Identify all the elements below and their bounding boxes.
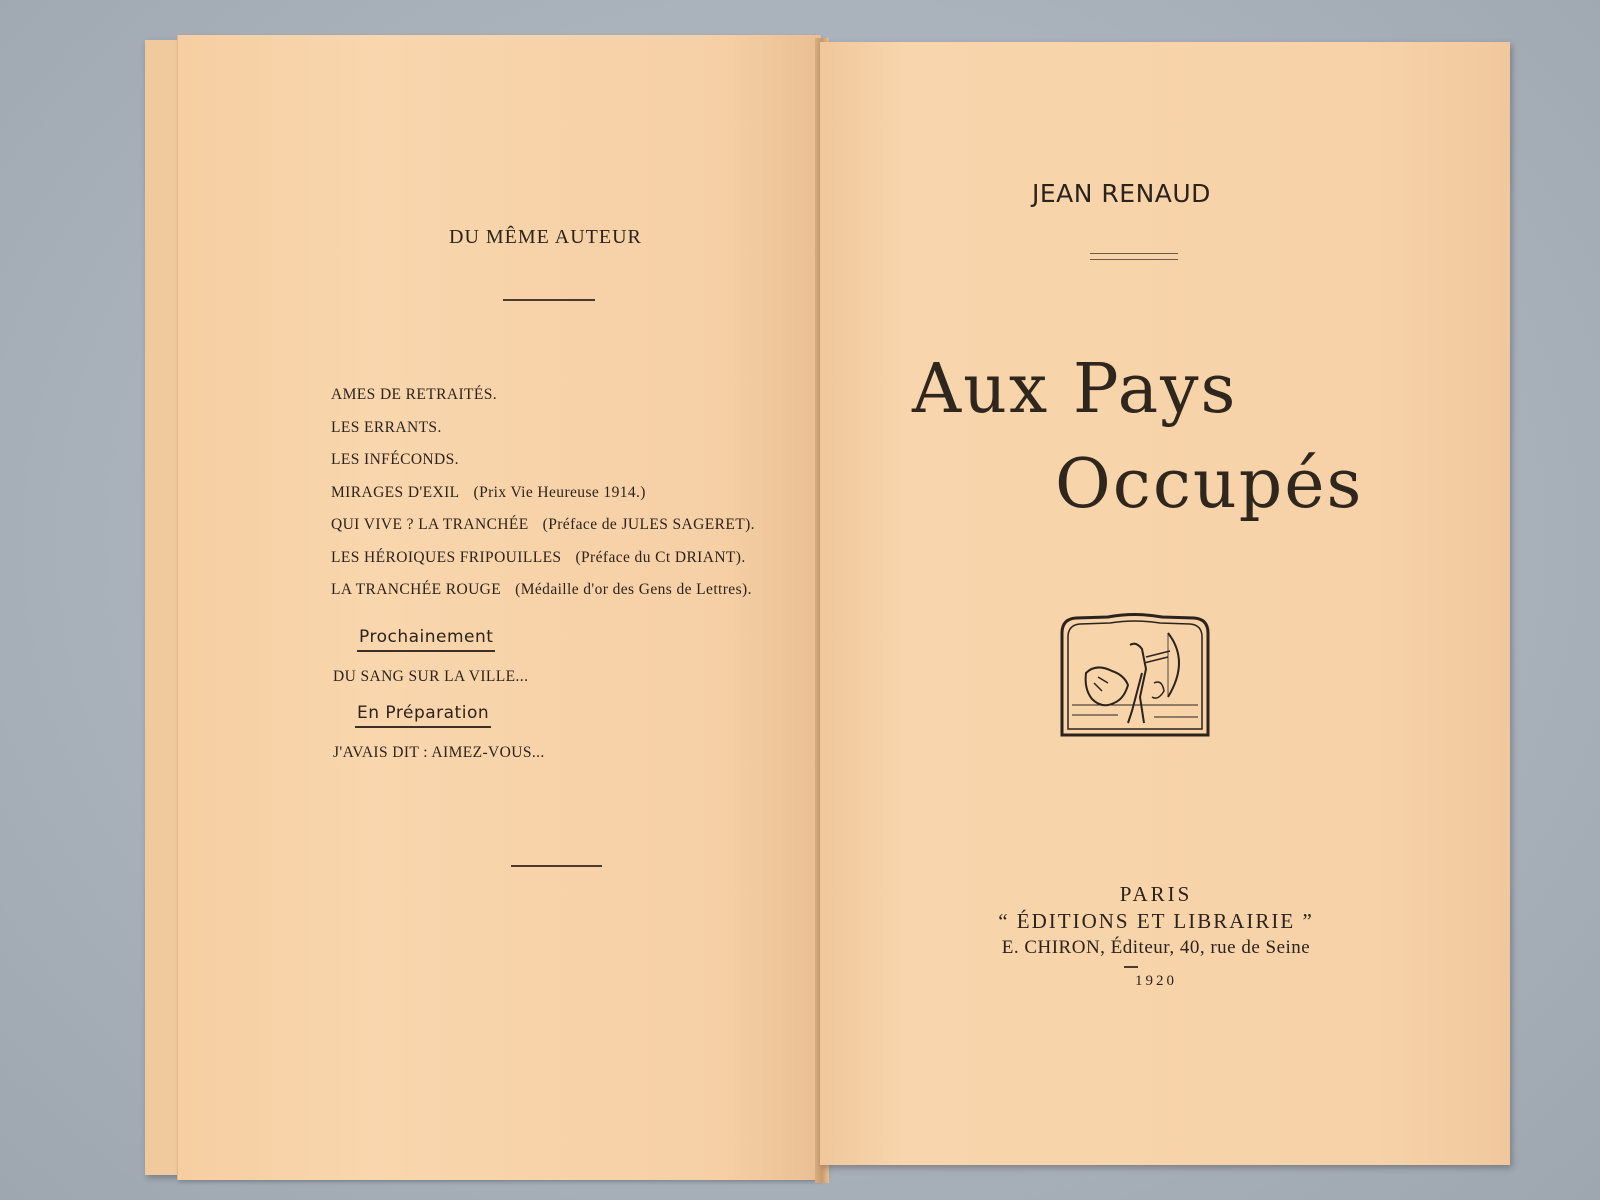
bibliography-list	[331, 386, 755, 614]
work-title: LES ERRANTS.	[331, 418, 442, 436]
forthcoming-heading: Prochainement	[357, 627, 495, 652]
imprint-rule	[1124, 966, 1138, 968]
archer-and-bull-engraving-icon	[1058, 613, 1212, 738]
left-page-heading: DU MÊME AUTEUR	[449, 226, 642, 248]
list-item	[331, 581, 755, 614]
right-page	[820, 42, 1510, 1165]
work-title: QUI VIVE ? LA TRANCHÉE	[331, 516, 529, 533]
work-title: LA TRANCHÉE ROUGE	[331, 581, 502, 598]
imprint-year: 1920	[1135, 973, 1177, 989]
work-title: AMES DE RETRAITÉS.	[331, 386, 498, 403]
work-note: (Préface du Ct DRIANT).	[575, 548, 746, 566]
book-title-line-1: Aux Pays	[912, 350, 1238, 429]
work-title: MIRAGES D'EXIL	[331, 483, 460, 501]
heading-rule	[503, 299, 595, 301]
imprint-publisher: E. CHIRON, Éditeur, 40, rue de Seine	[1001, 937, 1311, 958]
author-rule	[1090, 253, 1178, 260]
work-title: LES INFÉCONDS.	[331, 451, 459, 468]
work-note: (Prix Vie Heureuse 1914.)	[473, 483, 646, 501]
author-name: JEAN RENAUD	[1032, 179, 1211, 208]
preparation-title: J'AVAIS DIT : AIMEZ-VOUS...	[333, 744, 545, 761]
list-item	[331, 549, 755, 582]
imprint-city: PARIS	[1119, 882, 1193, 906]
imprint-house: “ ÉDITIONS ET LIBRAIRIE ”	[998, 909, 1314, 933]
work-title: LES HÉROIQUES FRIPOUILLES	[331, 548, 562, 566]
book-title-line-2: Occupés	[1055, 445, 1364, 524]
list-item	[331, 516, 755, 549]
forthcoming-title: DU SANG SUR LA VILLE...	[333, 668, 529, 685]
work-note: (Médaille d'or des Gens de Lettres).	[515, 581, 752, 598]
list-item	[331, 451, 755, 484]
list-item	[331, 419, 755, 452]
preparation-heading: En Préparation	[355, 703, 491, 728]
closing-rule	[511, 865, 602, 867]
work-note: (Préface de JULES SAGERET).	[542, 516, 755, 533]
list-item	[331, 386, 755, 419]
list-item	[331, 484, 755, 517]
